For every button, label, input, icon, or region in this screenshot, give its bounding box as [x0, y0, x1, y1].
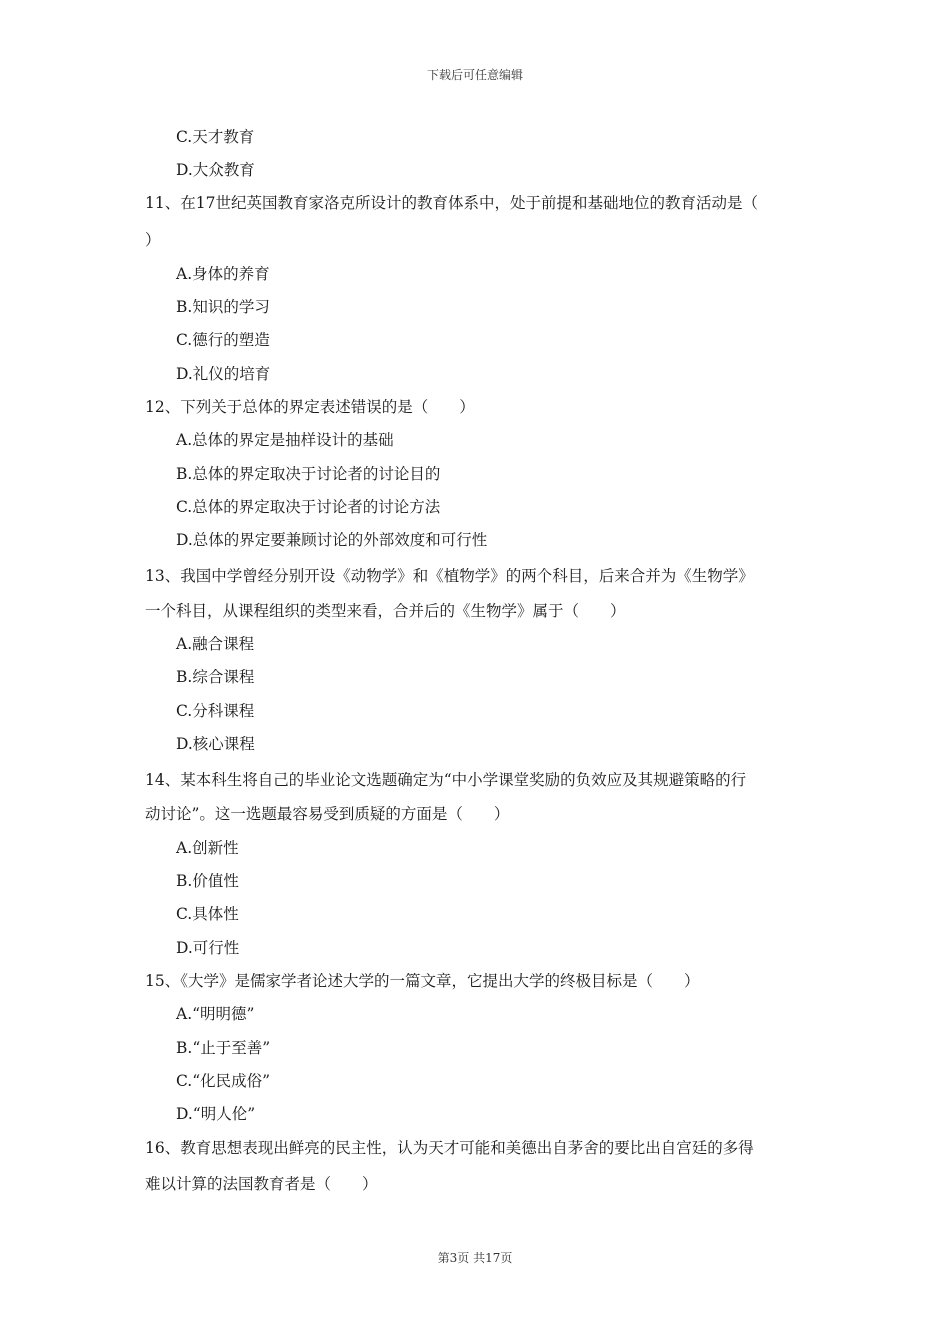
option-15d: D.“明人伦”: [176, 1105, 256, 1123]
option-12a: A.总体的界定是抽样设计的基础: [176, 431, 394, 449]
option-10c: C.天才教育: [176, 128, 255, 146]
option-11a: A.身体的养育: [176, 265, 270, 283]
option-14b: B.价值性: [176, 872, 239, 890]
option-14a: A.创新性: [176, 839, 239, 857]
option-13c: C.分科课程: [176, 702, 255, 720]
option-15a: A.“明明德”: [176, 1005, 255, 1023]
question-11-stem: 11、在17世纪英国教育家洛克所设计的教育体系中，处于前提和基础地位的教育活动是（: [145, 194, 758, 212]
question-15-stem: 15、《大学》是儒家学者论述大学的一篇文章，它提出大学的终极目标是（ ）: [145, 972, 700, 990]
option-10d: D.大众教育: [176, 161, 255, 179]
option-15c: C.“化民成俗”: [176, 1072, 271, 1090]
option-13a: A.融合课程: [176, 635, 255, 653]
option-11b: B.知识的学习: [176, 298, 270, 316]
option-14d: D.可行性: [176, 939, 240, 957]
option-13d: D.核心课程: [176, 735, 255, 753]
page-footer: 第3页 共17页: [437, 1251, 513, 1265]
option-14c: C.具体性: [176, 905, 239, 923]
question-14-stem: 14、某本科生将自己的毕业论文选题确定为“中小学课堂奖励的负效应及其规避策略的行: [145, 771, 747, 789]
option-12d: D.总体的界定要兼顾讨论的外部效度和可行性: [176, 531, 488, 549]
option-12b: B.总体的界定取决于讨论者的讨论目的: [176, 465, 441, 483]
option-11d: D.礼仪的培育: [176, 365, 271, 383]
question-12-stem: 12、下列关于总体的界定表述错误的是（ ）: [145, 398, 475, 416]
question-11-stem-cont: ）: [145, 231, 161, 249]
option-15b: B.“止于至善”: [176, 1039, 271, 1057]
question-14-stem-cont: 动讨论”。这一选题最容易受到质疑的方面是（ ）: [145, 805, 510, 823]
option-12c: C.总体的界定取决于讨论者的讨论方法: [176, 498, 441, 516]
option-13b: B.综合课程: [176, 668, 255, 686]
option-11c: C.德行的塑造: [176, 331, 270, 349]
question-16-stem-cont: 难以计算的法国教育者是（ ）: [145, 1175, 378, 1193]
question-13-stem: 13、我国中学曾经分别开设《动物学》和《植物学》的两个科目，后来合并为《生物学》: [145, 567, 754, 585]
question-16-stem: 16、教育思想表现出鲜亮的民主性，认为天才可能和美德出自茅舍的要比出自宫廷的多得: [145, 1139, 754, 1157]
page-header: 下载后可任意编辑: [426, 68, 523, 82]
question-13-stem-cont: 一个科目，从课程组织的类型来看，合并后的《生物学》属于（ ）: [145, 602, 626, 620]
